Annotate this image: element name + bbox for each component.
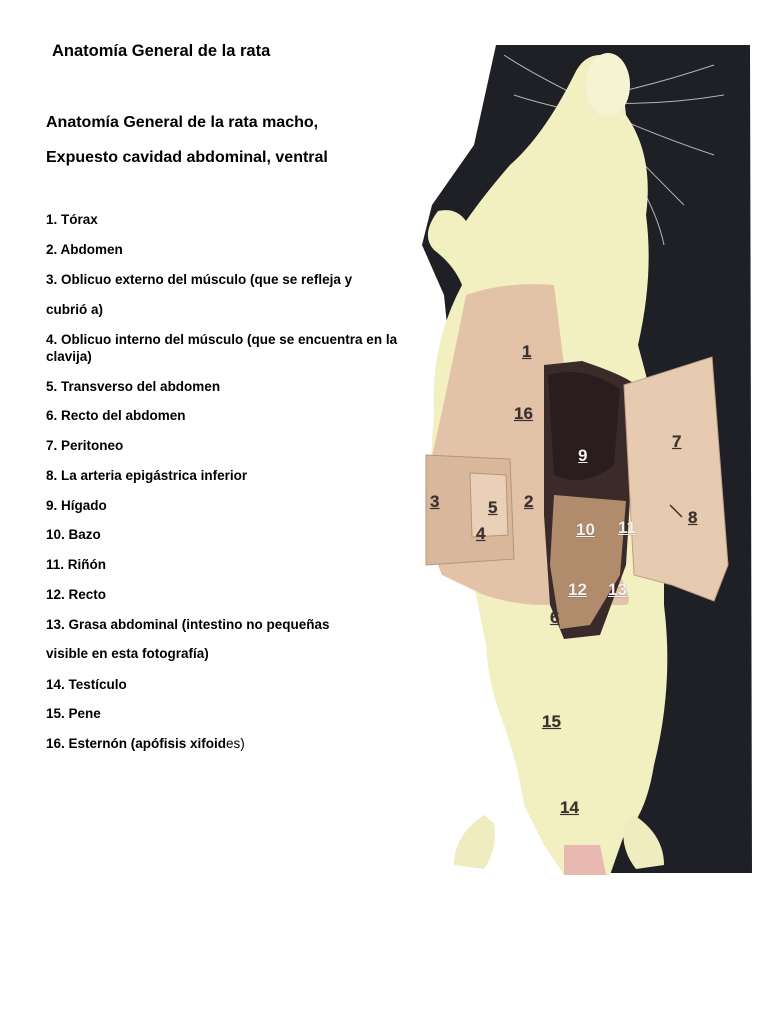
photo-label-1: 1 xyxy=(522,342,532,361)
photo-label-5: 5 xyxy=(488,498,498,517)
legend-item: 15. Pene xyxy=(46,706,101,721)
legend-item: 13. Grasa abdominal (intestino no pequeñas xyxy=(46,617,330,632)
photo-label-10: 10 xyxy=(576,520,595,539)
legend-item: 7. Peritoneo xyxy=(46,438,124,453)
rat-head xyxy=(586,53,630,117)
hind-leg-left xyxy=(454,815,495,869)
legend-item: 10. Bazo xyxy=(46,527,101,542)
photo-label-15: 15 xyxy=(542,712,561,731)
legend-item: 11. Riñón xyxy=(46,557,107,572)
legend-item: cubrió a) xyxy=(46,302,104,317)
photo-label-14: 14 xyxy=(560,798,579,817)
legend-item-text: 16. Esternón (apófisis xifoid xyxy=(46,736,227,751)
legend-item: 14. Testículo xyxy=(46,677,127,692)
legend-item: 4. Oblicuo interno del músculo (que se encuentra en la clavija) xyxy=(46,332,398,364)
photo-label-7: 7 xyxy=(672,432,682,451)
photo-label-8: 8 xyxy=(688,508,698,527)
tail xyxy=(564,845,606,875)
doc-title: Anatomía General de la rata xyxy=(52,42,271,60)
legend-item: visible en esta fotografía) xyxy=(46,646,209,661)
rat-dissection-photo xyxy=(414,45,752,875)
doc-subtitle-line-2: Expuesto cavidad abdominal, ventral xyxy=(46,149,328,166)
photo-label-2: 2 xyxy=(524,492,534,511)
legend-item: 8. La arteria epigástrica inferior xyxy=(46,468,248,483)
legend-item xyxy=(46,736,245,751)
legend-item: 5. Transverso del abdomen xyxy=(46,379,221,394)
legend-item: 9. Hígado xyxy=(46,498,107,513)
photo-label-4: 4 xyxy=(476,524,486,543)
photo-label-3: 3 xyxy=(430,492,440,511)
photo-label-9: 9 xyxy=(578,446,588,465)
photo-label-16: 16 xyxy=(514,404,533,423)
doc-subtitle-line-1: Anatomía General de la rata macho, xyxy=(46,114,319,131)
photo-label-6: 6 xyxy=(550,608,560,627)
photo-label-12: 12 xyxy=(568,580,587,599)
legend-item: 3. Oblicuo externo del músculo (que se refleja y xyxy=(46,272,353,287)
legend-item: 6. Recto del abdomen xyxy=(46,408,186,423)
legend-item: 2. Abdomen xyxy=(46,242,123,257)
legend-item-text-tail: es) xyxy=(226,736,245,751)
peritoneum-flap-right xyxy=(624,357,728,601)
photo-label-13: 13 xyxy=(608,580,627,599)
legend-item: 1. Tórax xyxy=(46,212,98,227)
photo-label-11: 11 xyxy=(618,518,636,537)
legend-item: 12. Recto xyxy=(46,587,107,602)
